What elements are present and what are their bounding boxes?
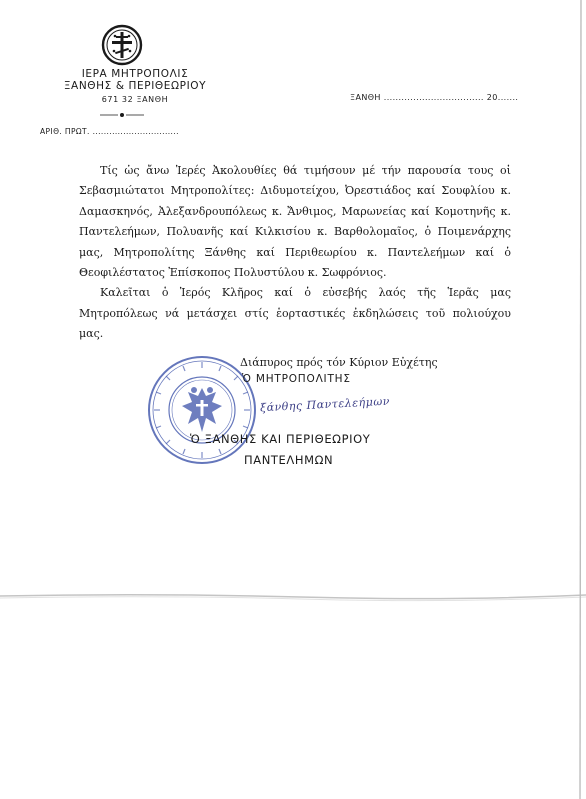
letter-body bbox=[79, 161, 511, 345]
metropolis-seal-stamp-icon bbox=[146, 354, 258, 466]
body-paragraph-2: Καλεῖται ὁ Ἱερός Κλῆρος καί ὁ εὐσεβής λαός τῆς Ἱερᾶς μας Μητροπόλεως νά μετάσχει στίς ἑορταστικές ἐκδηλώσεις τοῦ πολιούχου μας. bbox=[79, 286, 511, 341]
signatory-see: Ὁ ΞΑΝΘΗΣ ΚΑΙ ΠΕΡΙΘΕΩΡΙΟΥ bbox=[190, 432, 371, 446]
protocol-number-field: ΑΡΙΘ. ΠΡΩΤ. ............................... bbox=[40, 127, 179, 136]
signatory-name: ΠΑΝΤΕΛΗΜΩΝ bbox=[244, 453, 334, 467]
closing-salutation: Διάπυρος πρός τόν Κύριον Εὐχέτης bbox=[240, 356, 438, 369]
scan-fold-line bbox=[0, 590, 586, 602]
body-paragraph-1: Τίς ὡς ἄνω Ἱερές Ἀκολουθίες θά τιμήσουν μέ τήν παρουσία τους οἱ Σεβασμιώτατοι Μητροπολίτες: Διδυμοτείχου, Ὀρεστιάδος καί Σουφλίου κ. Δαμασκηνός, Ἀλεξανδρουπόλεως κ. Ἄνθιμος, Μαρωνείας καί Κομοτηνῆς κ. Παντελεήμων, Πολυανῆς καί Κιλκισίου κ. Βαρθολομαῖος, ὁ Ποιμενάρχης μας, Μητροπολίτης Ξάνθης καί Περιθεωρίου κ. Παντελεήμων καί ὁ Θεοφιλέστατος Ἐπίσκοπος Πολυστύλου κ. Σωφρόνιος. bbox=[79, 164, 511, 280]
scan-right-edge bbox=[575, 0, 586, 799]
letterhead-line-2: ΞΑΝΘΗΣ & ΠΕΡΙΘΕΩΡΙΟΥ bbox=[63, 80, 207, 92]
letterhead-address: 671 32 ΞΑΝΘΗ bbox=[101, 95, 169, 104]
letterhead-line-1: ΙΕΡΑ ΜΗΤΡΟΠΟΛΙΣ bbox=[81, 68, 189, 80]
signatory-title: Ὁ ΜΗΤΡΟΠΟΛΙΤΗΣ bbox=[242, 373, 351, 385]
handwritten-signature: ξάνθης Παντελεήμων bbox=[259, 394, 391, 415]
ornament-divider bbox=[100, 112, 144, 118]
date-line: ΞΑΝΘΗ .................................. 20....... bbox=[350, 93, 519, 102]
orthodox-cross-emblem-icon bbox=[101, 24, 143, 66]
